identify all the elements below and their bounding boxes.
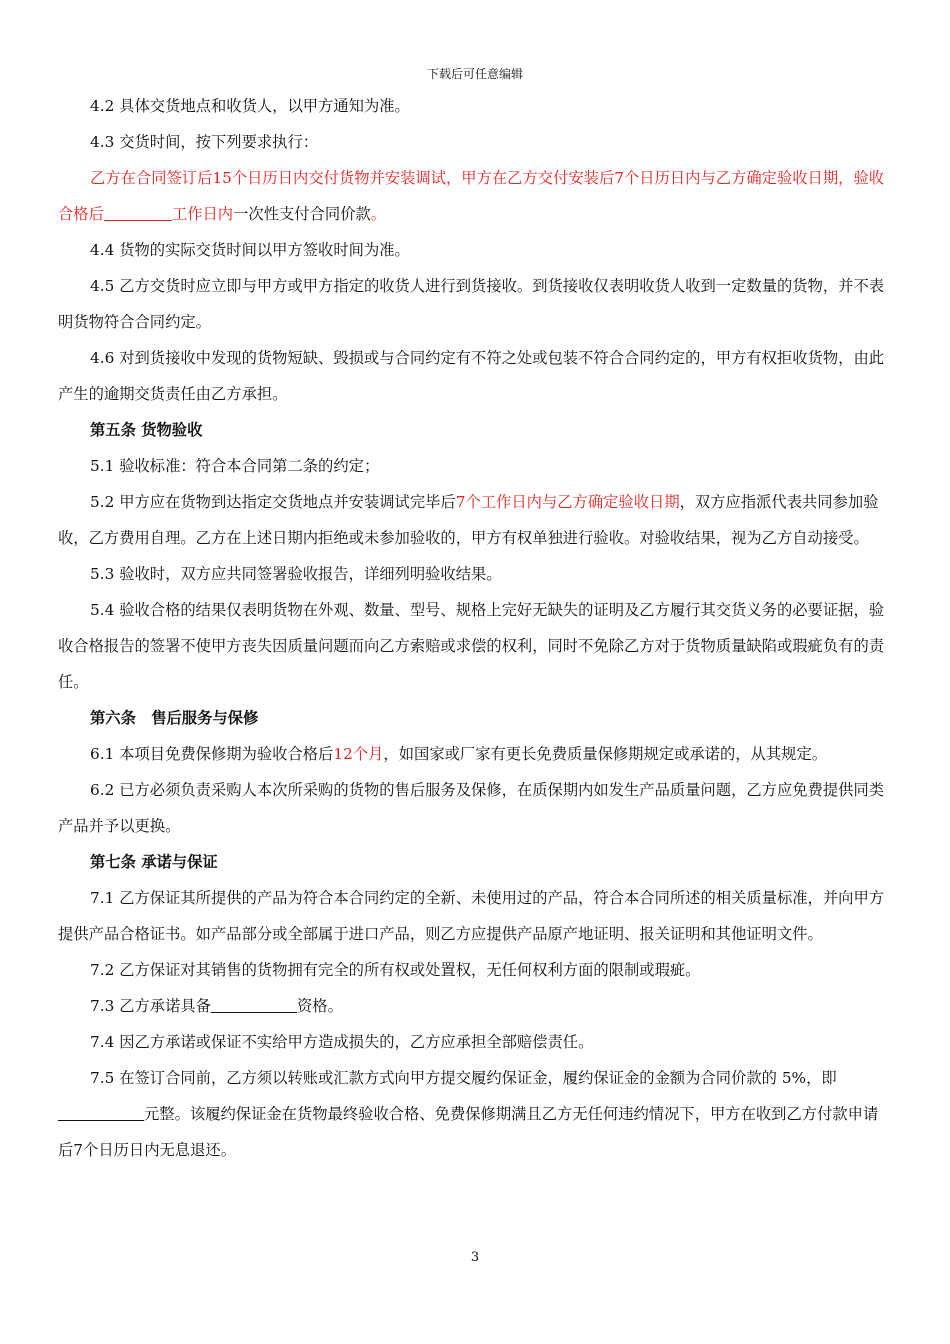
payment-days-blank[interactable] <box>104 202 172 221</box>
section-5-heading: 第五条 货物验收 <box>90 421 203 439</box>
clause-4-3-delivery-terms <box>58 160 892 232</box>
workdays-text: 工作日内 <box>171 205 234 223</box>
clause-5-2 <box>58 484 892 556</box>
clause-6-2: 6.2 已方必须负责采购人本次所采购的货物的售后服务及保修，在质保期内如发生产品质量问题，乙方应免费提供同类产品并予以更换。 <box>58 781 885 835</box>
page-number: 3 <box>470 1250 480 1265</box>
deposit-amount-blank[interactable] <box>58 1102 144 1121</box>
clause-7-3 <box>58 988 892 1024</box>
clause-6-1-text-b: ，如国家或厂家有更长免费质量保修期规定或承诺的，从其规定。 <box>383 745 828 763</box>
acceptance-date-terms: 7个工作日内与乙方确定验收日期 <box>455 493 680 511</box>
clause-4-4: 4.4 货物的实际交货时间以甲方签收时间为准。 <box>90 241 410 259</box>
clause-7-3-text-b: 资格。 <box>296 997 343 1015</box>
clause-7-2: 7.2 乙方保证对其销售的货物拥有完全的所有权或处置权，无任何权利方面的限制或瑕疵。 <box>90 961 701 979</box>
delivery-terms-text: 乙方在合同签订后15个日历日内交付货物并安装调试，甲方在乙方交付安装后7个日历日内与乙方确定验收日期，验收合格后 <box>58 169 885 223</box>
clause-5-4: 5.4 验收合格的结果仅表明货物在外观、数量、型号、规格上完好无缺失的证明及乙方履行其交货义务的必要证据，验收合格报告的签署不使甲方丧失因质量问题而向乙方索赔或求偿的权利，同时不免除乙方对于货物质量缺陷或瑕疵负有的责任。 <box>58 601 885 691</box>
clause-6-1 <box>58 736 892 772</box>
clause-5-1: 5.1 验收标准：符合本合同第二条的约定； <box>90 457 380 475</box>
clause-5-2-text-b: ，双方应指派代表共同参加验收，乙方费用自理。乙方在上述日期内拒绝或未参加验收的，甲方有权单独进行验收。对验收结果，视为乙方自动接受。 <box>58 493 879 547</box>
clause-7-4: 7.4 因乙方承诺或保证不实给甲方造成损失的，乙方应承担全部赔偿责任。 <box>90 1033 594 1051</box>
clause-5-2-text-a: 5.2 甲方应在货物到达指定交货地点并安装调试完毕后 <box>90 493 456 511</box>
document-body <box>58 88 892 1168</box>
clause-6-1-text-a: 6.1 本项目免费保修期为验收合格后 <box>90 745 334 763</box>
qualification-blank[interactable] <box>211 994 297 1013</box>
clause-4-6: 4.6 对到货接收中发现的货物短缺、毁损或与合同约定有不符之处或包装不符合合同约定的，甲方有权拒收货物，由此产生的逾期交货责任由乙方承担。 <box>58 349 885 403</box>
page-header: 下载后可任意编辑 <box>426 67 523 81</box>
clause-7-5-text-b: 元整。该履约保证金在货物最终验收合格、免费保修期满且乙方无任何违约情况下，甲方在收到乙方付款申请后7个日历日内无息退还。 <box>58 1105 879 1159</box>
clause-7-1: 7.1 乙方保证其所提供的产品为符合本合同约定的全新、未使用过的产品，符合本合同所述的相关质量标准，并向甲方提供产品合格证书。如产品部分或全部属于进口产品，则乙方应提供产品原产地证明、报关证明和其他证明文件。 <box>58 889 885 943</box>
clause-4-3: 4.3 交货时间，按下列要求执行： <box>90 133 319 151</box>
clause-7-5-text-a: 7.5 在签订合同前，乙方须以转账或汇款方式向甲方提交履约保证金，履约保证金的金额为合同价款的 5%，即 <box>90 1069 837 1087</box>
clause-5-3: 5.3 验收时，双方应共同签署验收报告，详细列明验收结果。 <box>90 565 502 583</box>
clause-7-5 <box>58 1060 892 1168</box>
clause-4-5: 4.5 乙方交货时应立即与甲方或甲方指定的收货人进行到货接收。到货接收仅表明收货人收到一定数量的货物，并不表明货物符合合同约定。 <box>58 277 885 331</box>
clause-4-2: 4.2 具体交货地点和收货人，以甲方通知为准。 <box>90 97 410 115</box>
payment-text: 一次性支付合同价款 <box>233 205 371 223</box>
clause-7-3-text-a: 7.3 乙方承诺具备 <box>90 997 211 1015</box>
warranty-period: 12个月 <box>333 745 384 763</box>
section-7-heading: 第七条 承诺与保证 <box>90 853 218 871</box>
period-text: 。 <box>370 205 387 223</box>
section-6-heading: 第六条 售后服务与保修 <box>90 709 259 727</box>
